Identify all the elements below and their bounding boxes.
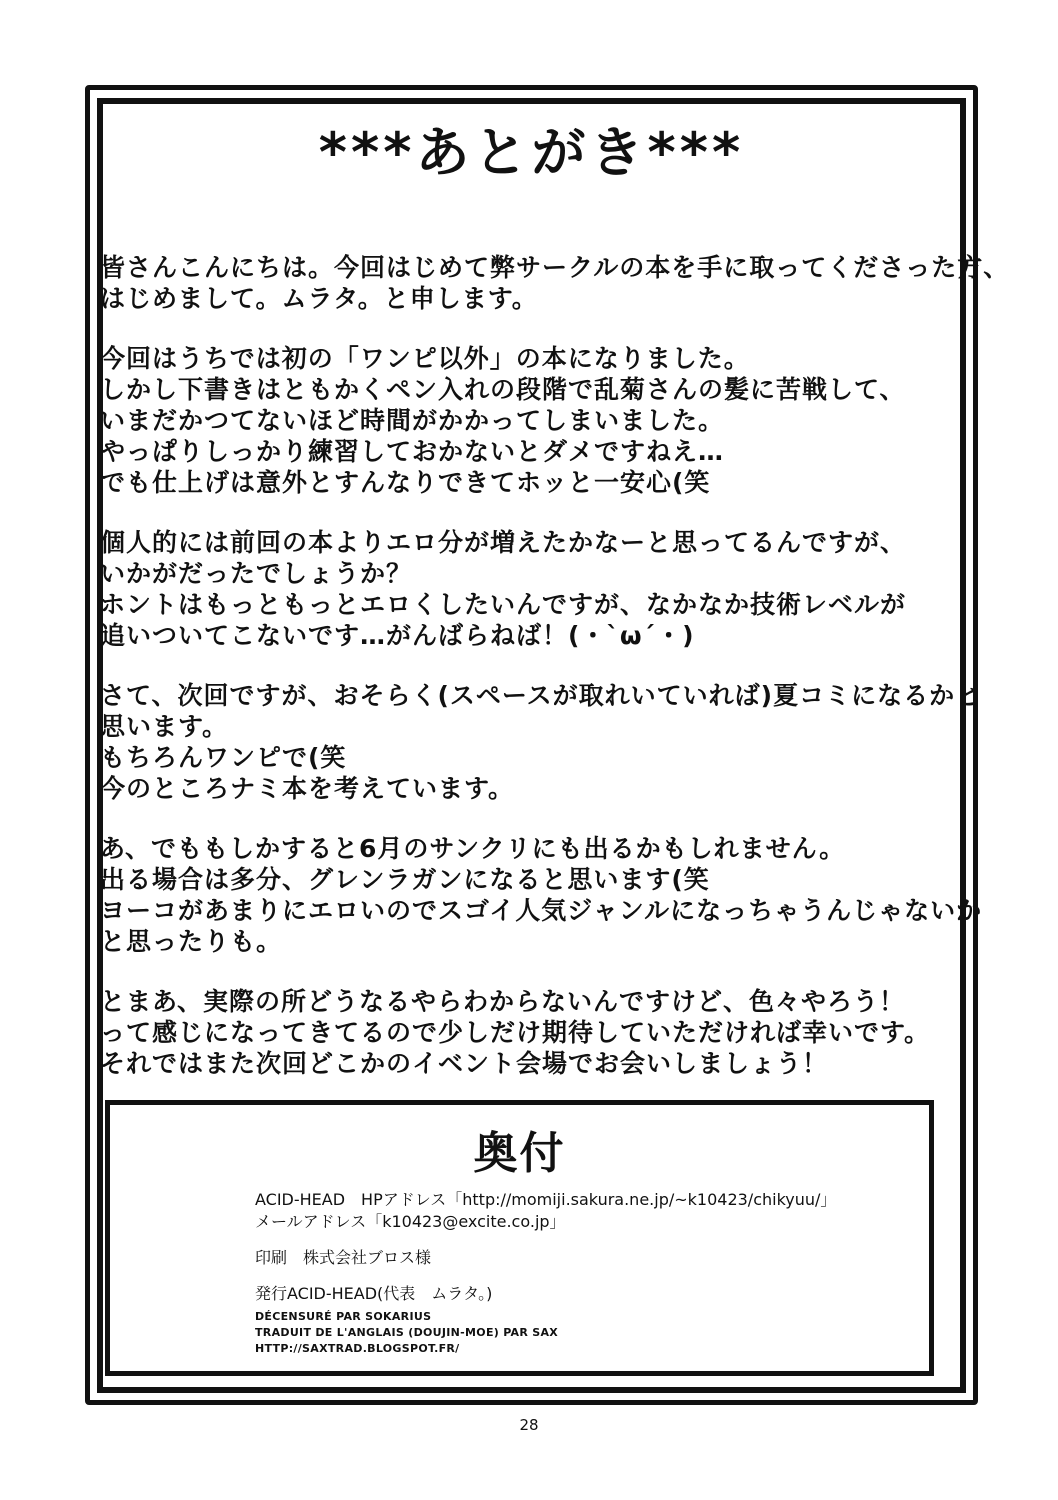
text-line: しかし下書きはともかくペン入れの段階で乱菊さんの髪に苦戦して、	[100, 375, 906, 404]
spacer	[255, 1269, 915, 1283]
colophon-box	[105, 1100, 934, 1376]
afterword-title: ***あとがき***	[318, 121, 745, 184]
credit-line: TRADUIT DE L'ANGLAIS (DOUJIN-MOE) PAR SAX	[255, 1326, 559, 1339]
printer-info: 印刷 株式会社ブロス様	[255, 1248, 432, 1267]
text-line: でも仕上げは意外とすんなりできてホッと一安心(笑	[100, 468, 711, 497]
text-line: それではまた次回どこかのイベント会場でお会いしましょう！	[100, 1049, 829, 1078]
paragraph	[100, 252, 1010, 314]
paragraph	[100, 833, 983, 957]
text-line: さて、次回ですが、おそらく(スペースが取れいていれば)夏コミになるかと	[100, 681, 982, 710]
afterword-body	[100, 252, 1010, 1108]
paragraph	[100, 680, 982, 804]
text-line: とまあ、実際の所どうなるやらわからないんですけど、色々やろう！	[100, 987, 906, 1016]
text-line: やっぱりしっかり練習しておかないとダメですねえ…	[100, 437, 725, 466]
text-line: ホントはもっともっとエロくしたいんですが、なかなか技術レベルが	[100, 590, 907, 619]
text-line: もちろんワンピで(笑	[100, 743, 347, 772]
colophon-body	[255, 1189, 915, 1357]
paragraph	[100, 527, 920, 651]
publisher-info: 発行ACID-HEAD(代表 ムラタ。)	[255, 1284, 493, 1303]
paragraph	[100, 986, 931, 1079]
text-line: って感じになってきてるので少しだけ期待していただければ幸いです。	[100, 1018, 931, 1047]
text-line: はじめまして。ムラタ。と申します。	[100, 284, 538, 313]
text-line: 出る場合は多分、グレンラガンになると思います(笑	[100, 865, 710, 894]
homepage-address: ACID-HEAD HPアドレス「http://momiji.sakura.ne.jp/~k10423/chikyuu/」	[255, 1190, 837, 1209]
mail-address: メールアドレス「k10423@excite.co.jp」	[255, 1212, 566, 1231]
page-number: 28	[519, 1416, 539, 1434]
text-line: あ、でももしかすると6月のサンクリにも出るかもしれません。	[100, 834, 846, 863]
translation-credits	[255, 1309, 915, 1357]
text-line: ヨーコがあまりにエロいのでスゴイ人気ジャンルになっちゃうんじゃないか	[100, 896, 983, 925]
credit-line: DÉCENSURÉ PAR SOKARIUS	[255, 1310, 432, 1323]
text-line: 個人的には前回の本よりエロ分が増えたかなーと思ってるんですが、	[100, 528, 907, 557]
text-line: 皆さんこんにちは。今回はじめて弊サークルの本を手に取ってくださった方、	[100, 253, 1010, 282]
text-line: 今回はうちでは初の「ワンピ以外」の本になりました。	[100, 344, 750, 373]
paragraph	[100, 343, 920, 498]
credit-line: HTTP://SAXTRAD.BLOGSPOT.FR/	[255, 1342, 460, 1355]
spacer	[255, 1233, 915, 1247]
text-line: 追いついてこないです…がんばらねば！(・`ω´・)	[100, 621, 695, 650]
text-line: いまだかつてないほど時間がかかってしまいました。	[100, 406, 725, 435]
text-line: いかがだったでしょうか？	[100, 559, 413, 588]
text-line: と思ったりも。	[100, 927, 283, 956]
text-line: 今のところナミ本を考えています。	[100, 774, 515, 803]
colophon-title: 奥付	[473, 1128, 566, 1179]
text-line: 思います。	[100, 712, 229, 741]
